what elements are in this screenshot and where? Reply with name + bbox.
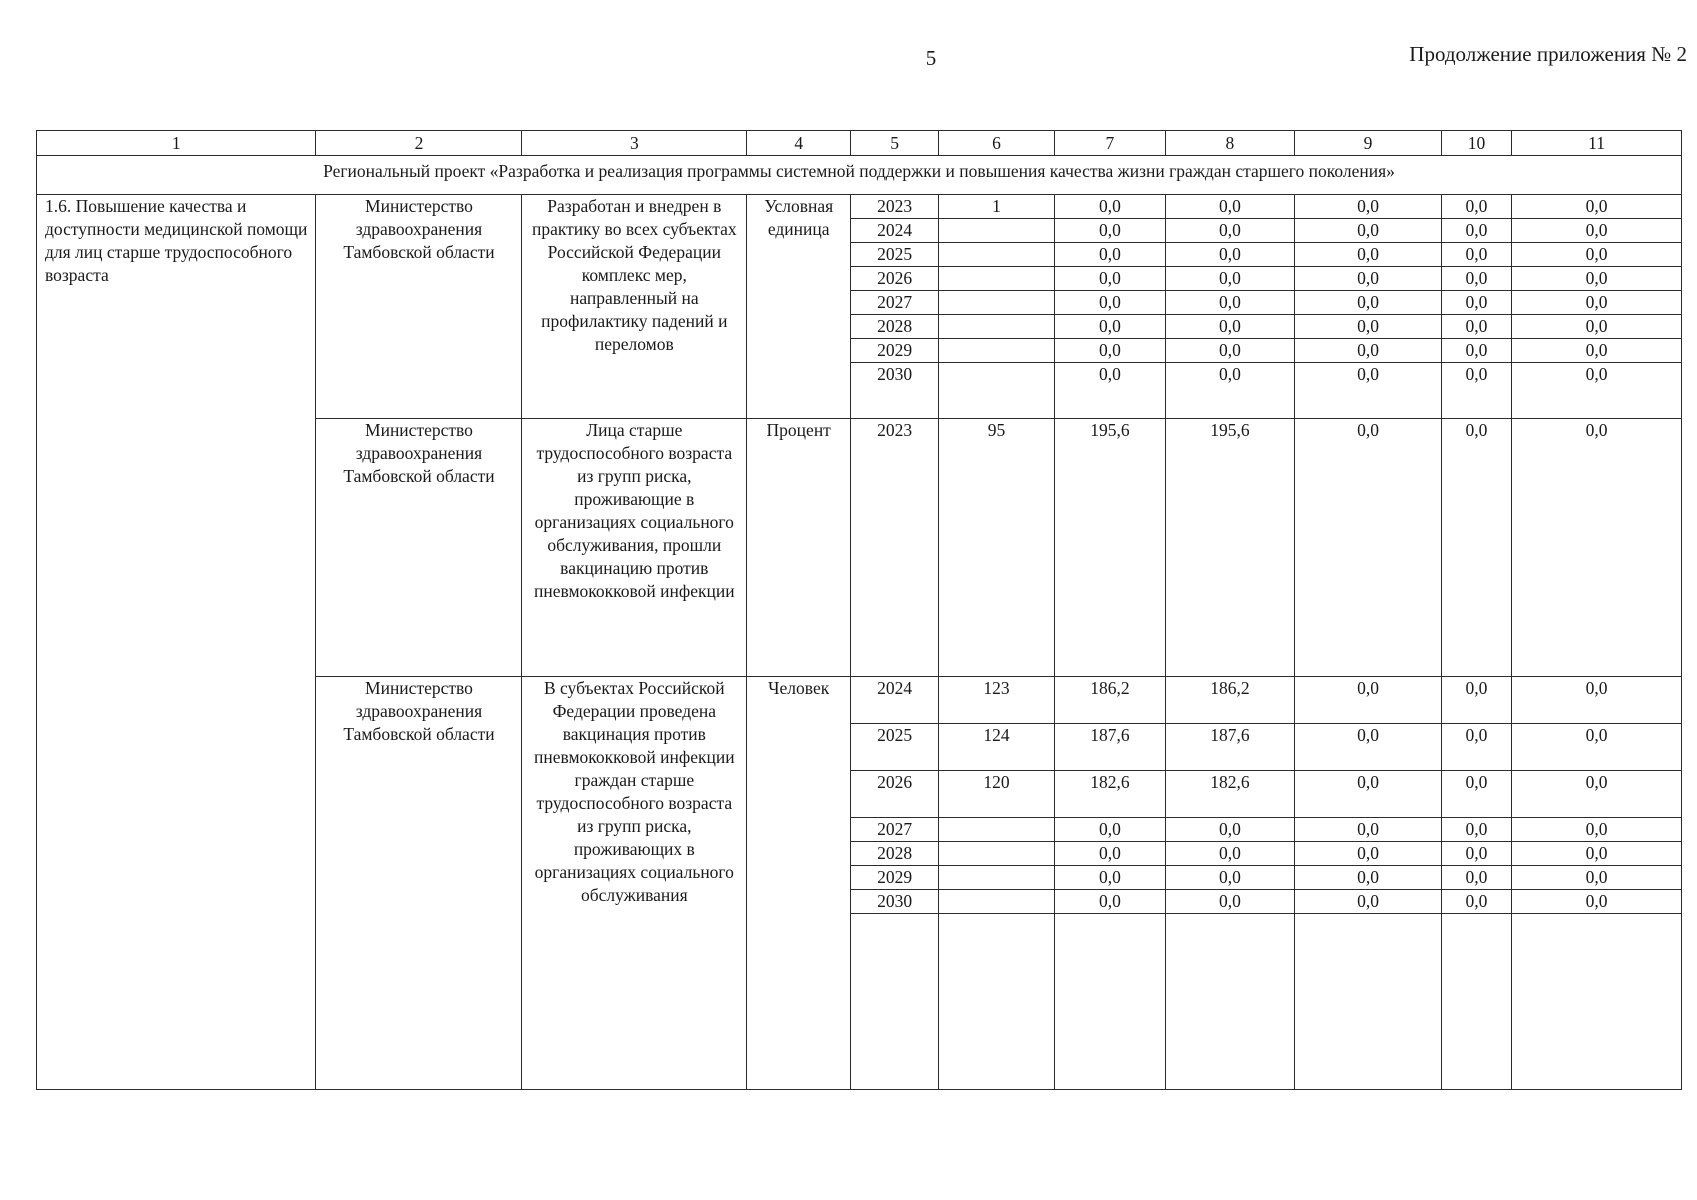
value-cell: 0,0 (1441, 771, 1511, 818)
value-cell: 123 (938, 677, 1054, 724)
year-cell: 2024 (851, 219, 939, 243)
empty-cell (1165, 914, 1294, 1090)
column-number: 11 (1512, 131, 1682, 156)
value-cell: 0,0 (1441, 842, 1511, 866)
value-cell: 0,0 (1441, 419, 1511, 677)
value-cell: 0,0 (1512, 339, 1682, 363)
value-cell: 0,0 (1295, 339, 1442, 363)
value-cell (938, 363, 1054, 419)
column-number: 8 (1165, 131, 1294, 156)
value-cell: 187,6 (1055, 724, 1166, 771)
value-cell: 0,0 (1055, 195, 1166, 219)
year-cell: 2028 (851, 315, 939, 339)
value-cell: 0,0 (1441, 267, 1511, 291)
value-cell: 0,0 (1512, 890, 1682, 914)
value-cell: 0,0 (1441, 818, 1511, 842)
value-cell (938, 243, 1054, 267)
value-cell: 0,0 (1295, 419, 1442, 677)
executor-cell: Министерство здравоохранения Тамбовской области (316, 419, 522, 677)
unit-cell: Условная единица (747, 195, 851, 419)
year-cell: 2029 (851, 866, 939, 890)
value-cell: 0,0 (1055, 818, 1166, 842)
value-cell: 195,6 (1055, 419, 1166, 677)
value-cell: 0,0 (1165, 842, 1294, 866)
value-cell: 0,0 (1165, 866, 1294, 890)
value-cell: 0,0 (1295, 219, 1442, 243)
value-cell: 0,0 (1295, 315, 1442, 339)
value-cell: 0,0 (1512, 267, 1682, 291)
project-row (37, 156, 1682, 195)
value-cell: 0,0 (1055, 866, 1166, 890)
empty-cell (938, 914, 1054, 1090)
indicator-cell: Разработан и внедрен в практику во всех субъектах Российской Федерации комплекс мер, направленный на профилактику падений и переломов (522, 195, 747, 419)
value-cell (938, 818, 1054, 842)
value-cell: 0,0 (1295, 291, 1442, 315)
value-cell: 0,0 (1295, 677, 1442, 724)
executor-cell: Министерство здравоохранения Тамбовской области (316, 677, 522, 1090)
value-cell: 0,0 (1055, 890, 1166, 914)
value-cell: 0,0 (1055, 339, 1166, 363)
value-cell: 0,0 (1165, 363, 1294, 419)
value-cell: 0,0 (1441, 724, 1511, 771)
year-cell: 2030 (851, 363, 939, 419)
value-cell: 0,0 (1441, 195, 1511, 219)
value-cell (938, 315, 1054, 339)
unit-cell: Человек (747, 677, 851, 1090)
value-cell: 0,0 (1295, 842, 1442, 866)
column-number: 5 (851, 131, 939, 156)
value-cell: 0,0 (1512, 243, 1682, 267)
value-cell: 0,0 (1512, 842, 1682, 866)
value-cell (938, 267, 1054, 291)
value-cell (938, 866, 1054, 890)
empty-cell (1295, 914, 1442, 1090)
column-number: 7 (1055, 131, 1166, 156)
value-cell: 0,0 (1441, 890, 1511, 914)
empty-cell (851, 914, 939, 1090)
indicator-cell: В субъектах Российской Федерации проведена вакцинация против пневмококковой инфекции граждан старше трудоспособного возраста из групп риска, проживающих в организациях социального обслуживания (522, 677, 747, 1090)
column-number: 1 (37, 131, 316, 156)
column-number: 10 (1441, 131, 1511, 156)
value-cell: 0,0 (1165, 339, 1294, 363)
value-cell: 0,0 (1295, 866, 1442, 890)
value-cell: 0,0 (1441, 339, 1511, 363)
empty-cell (1055, 914, 1166, 1090)
year-cell: 2027 (851, 291, 939, 315)
value-cell: 0,0 (1055, 291, 1166, 315)
year-cell: 2024 (851, 677, 939, 724)
value-cell: 0,0 (1165, 291, 1294, 315)
project-title: Региональный проект «Разработка и реализация программы системной поддержки и повышения качества жизни граждан старшего поколения» (37, 156, 1682, 195)
value-cell: 0,0 (1165, 890, 1294, 914)
value-cell: 182,6 (1165, 771, 1294, 818)
year-cell: 2027 (851, 818, 939, 842)
year-cell: 2023 (851, 195, 939, 219)
year-cell: 2025 (851, 243, 939, 267)
value-cell: 0,0 (1441, 219, 1511, 243)
value-cell: 0,0 (1441, 866, 1511, 890)
value-cell: 1 (938, 195, 1054, 219)
executor-cell: Министерство здравоохранения Тамбовской области (316, 195, 522, 419)
year-cell: 2030 (851, 890, 939, 914)
value-cell: 0,0 (1441, 363, 1511, 419)
value-cell: 186,2 (1165, 677, 1294, 724)
unit-cell: Процент (747, 419, 851, 677)
value-cell: 0,0 (1441, 677, 1511, 724)
year-cell: 2029 (851, 339, 939, 363)
value-cell: 0,0 (1512, 195, 1682, 219)
item-title: 1.6. Повышение качества и доступности медицинской помощи для лиц старше трудоспособного возраста (37, 195, 316, 1090)
value-cell: 0,0 (1295, 195, 1442, 219)
value-cell: 0,0 (1055, 842, 1166, 866)
value-cell: 0,0 (1512, 419, 1682, 677)
indicators-table (36, 130, 1682, 1090)
value-cell: 0,0 (1512, 818, 1682, 842)
column-number: 2 (316, 131, 522, 156)
value-cell: 95 (938, 419, 1054, 677)
value-cell: 0,0 (1512, 315, 1682, 339)
value-cell: 120 (938, 771, 1054, 818)
table-row (37, 195, 1682, 219)
value-cell: 0,0 (1165, 818, 1294, 842)
year-cell: 2026 (851, 267, 939, 291)
value-cell: 0,0 (1055, 219, 1166, 243)
page-number: 5 (925, 46, 937, 70)
value-cell: 124 (938, 724, 1054, 771)
column-number: 3 (522, 131, 747, 156)
indicator-cell: Лица старше трудоспособного возраста из групп риска, проживающие в организациях социального обслуживания, прошли вакцинацию против пневмококковой инфекции (522, 419, 747, 677)
value-cell: 0,0 (1295, 243, 1442, 267)
value-cell: 0,0 (1441, 315, 1511, 339)
value-cell: 0,0 (1295, 724, 1442, 771)
year-cell: 2023 (851, 419, 939, 677)
value-cell: 0,0 (1512, 771, 1682, 818)
empty-cell (1441, 914, 1511, 1090)
value-cell: 0,0 (1512, 866, 1682, 890)
value-cell: 0,0 (1055, 243, 1166, 267)
year-cell: 2025 (851, 724, 939, 771)
value-cell: 0,0 (1441, 243, 1511, 267)
continuation-label: Продолжение приложения № 2 (1409, 42, 1687, 66)
value-cell: 0,0 (1165, 195, 1294, 219)
value-cell: 195,6 (1165, 419, 1294, 677)
value-cell: 0,0 (1512, 724, 1682, 771)
value-cell: 186,2 (1055, 677, 1166, 724)
value-cell: 182,6 (1055, 771, 1166, 818)
value-cell: 0,0 (1055, 267, 1166, 291)
value-cell: 0,0 (1055, 363, 1166, 419)
year-cell: 2028 (851, 842, 939, 866)
value-cell: 0,0 (1165, 267, 1294, 291)
value-cell: 0,0 (1165, 243, 1294, 267)
value-cell: 0,0 (1055, 315, 1166, 339)
column-number: 9 (1295, 131, 1442, 156)
value-cell (938, 291, 1054, 315)
column-numbers-row (37, 131, 1682, 156)
empty-cell (1512, 914, 1682, 1090)
value-cell: 0,0 (1295, 363, 1442, 419)
value-cell (938, 219, 1054, 243)
value-cell: 0,0 (1512, 219, 1682, 243)
value-cell (938, 842, 1054, 866)
year-cell: 2026 (851, 771, 939, 818)
value-cell: 0,0 (1295, 267, 1442, 291)
value-cell: 0,0 (1165, 315, 1294, 339)
value-cell (938, 890, 1054, 914)
value-cell (938, 339, 1054, 363)
column-number: 4 (747, 131, 851, 156)
value-cell: 0,0 (1512, 363, 1682, 419)
value-cell: 0,0 (1512, 291, 1682, 315)
column-number: 6 (938, 131, 1054, 156)
value-cell: 0,0 (1295, 890, 1442, 914)
value-cell: 0,0 (1441, 291, 1511, 315)
value-cell: 0,0 (1295, 771, 1442, 818)
value-cell: 0,0 (1295, 818, 1442, 842)
value-cell: 0,0 (1165, 219, 1294, 243)
value-cell: 187,6 (1165, 724, 1294, 771)
value-cell: 0,0 (1512, 677, 1682, 724)
